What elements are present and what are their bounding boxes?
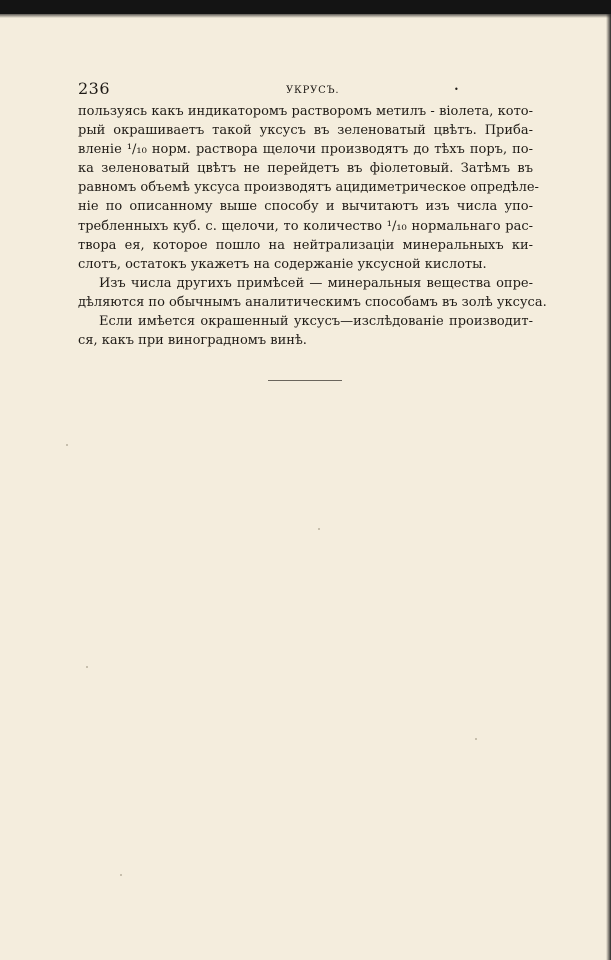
page-header (78, 79, 533, 101)
running-title: УКРУСЪ. (286, 85, 340, 96)
text-line: слотъ, остатокъ укажетъ на содержаніе уксусной кислоты. (78, 256, 487, 272)
paper-speck (66, 444, 68, 446)
page-number: 236 (78, 79, 111, 98)
text-line: пользуясь какъ индикаторомъ растворомъ метилъ - віолета, кото- (78, 104, 533, 119)
scan-top-edge (0, 0, 611, 14)
paper-speck (86, 666, 88, 668)
scan-right-edge (606, 14, 611, 960)
body-text (78, 102, 547, 350)
text-line: ся, какъ при виноградномъ винѣ. (78, 333, 307, 349)
text-line: рый окрашиваетъ такой уксусъ въ зеленоватый цвѣтъ. Приба- (78, 123, 533, 139)
header-mark: • (454, 85, 459, 94)
paper-speck (318, 528, 320, 530)
paper-speck (475, 738, 477, 740)
text-line: Изъ числа другихъ примѣсей — минеральныя вещества опре- (99, 275, 533, 291)
section-divider (268, 380, 342, 381)
text-line: вленіе ¹/₁₀ норм. раствора щелочи производятъ до тѣхъ поръ, по- (78, 142, 533, 158)
text-line: твора ея, которое пошло на нейтрализаціи минеральныхъ ки- (78, 237, 533, 253)
text-line: требленныхъ куб. с. щелочи, то количество ¹/₁₀ нормальнаго рас- (78, 218, 533, 234)
text-line: Если имѣется окрашенный уксусъ—изслѣдованіе производит- (99, 314, 533, 330)
text-line: ніе по описанному выше способу и вычитаютъ изъ числа упо- (78, 199, 533, 215)
text-line: дѣляются по обычнымъ аналитическимъ способамъ въ золѣ уксуса. (78, 294, 547, 310)
text-line: ка зеленоватый цвѣтъ не перейдетъ въ фіолетовый. Затѣмъ въ (78, 161, 533, 177)
scan-top-shadow (0, 14, 611, 18)
text-line: равномъ объемѣ уксуса производятъ ацидиметрическое опредѣле- (78, 180, 539, 196)
paper-speck (120, 874, 122, 876)
